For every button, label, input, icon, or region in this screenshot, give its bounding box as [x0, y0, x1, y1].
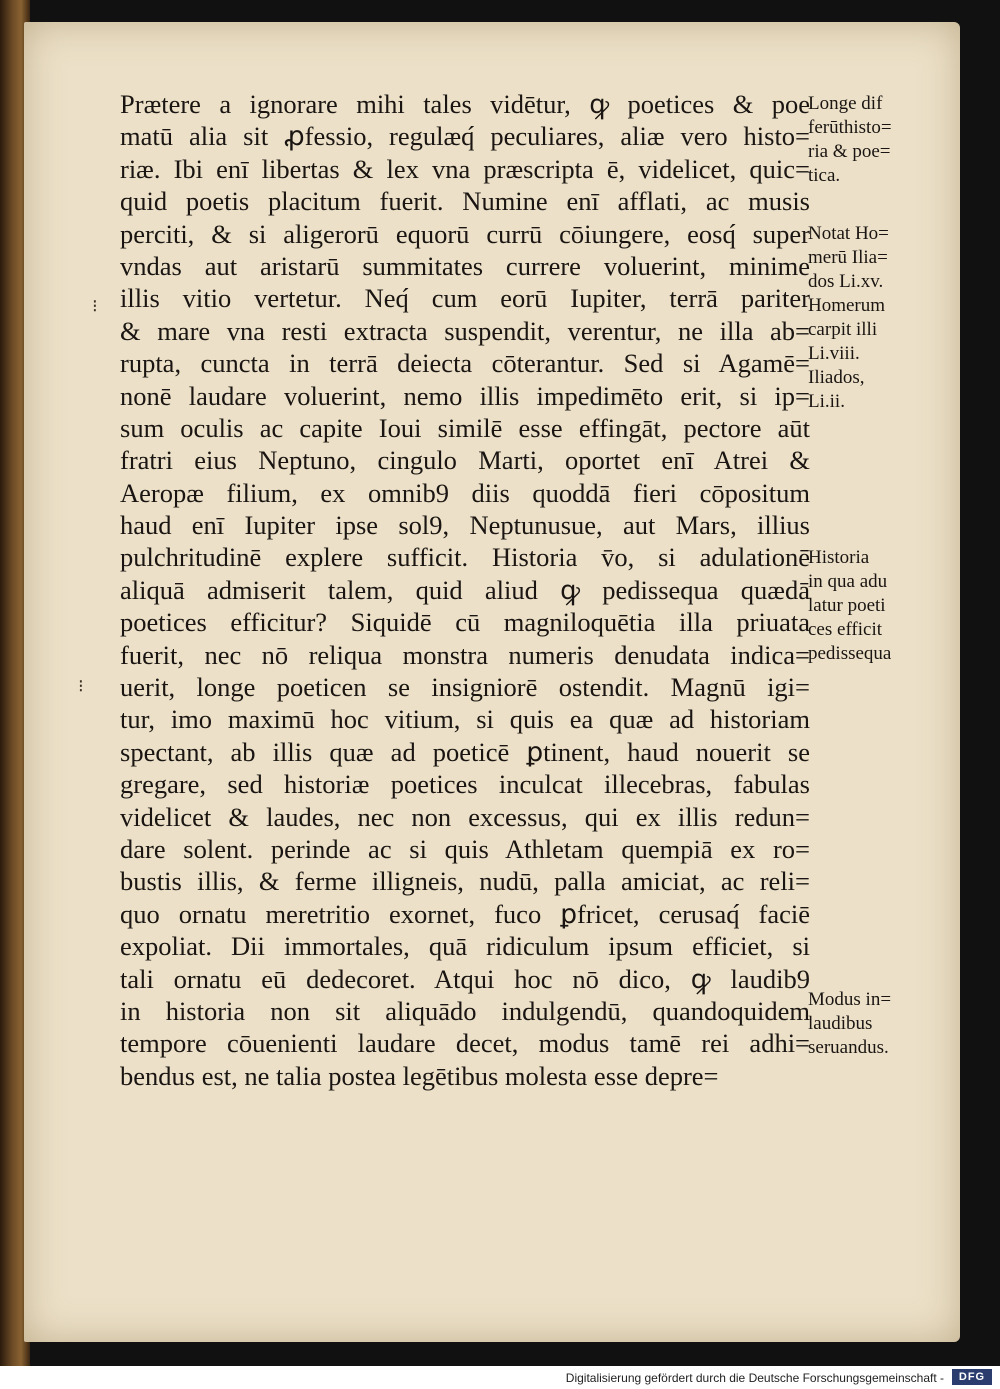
text-line: matū alia sit ꝓfessio, regulæq́ peculiares, aliæ vero histo=: [120, 121, 810, 152]
marginal-note-line: in qua adu: [808, 571, 888, 592]
text-line: gregare, sed historiæ poetices inculcat illecebras, fabulas: [120, 769, 810, 800]
marginal-note-notat-homerum: [808, 222, 920, 414]
marginal-note-line: Notat Ho=: [808, 223, 889, 244]
marginal-note-line: Longe dif: [808, 93, 883, 114]
text-line: vndas aut aristarū summitates currere voluerint, minime: [120, 250, 810, 281]
text-line: quid poetis placitum fuerit. Numine enī afflati, ac musis: [120, 186, 810, 217]
marginal-note-line: Li.viii.: [808, 343, 860, 364]
marginal-note-line: Historia: [808, 547, 870, 568]
text-line: tur, imo maximū hoc vitium, si quis ea quæ ad historiam: [120, 704, 810, 735]
marginal-note-line: pedissequa: [808, 643, 892, 664]
marginal-note-line: ria & poe=: [808, 141, 891, 162]
text-line: fuerit, nec nō reliqua monstra numeris denudata indica=: [120, 639, 810, 670]
text-line: dare solent. perinde ac si quis Athletam quempiā ex ro=: [120, 833, 810, 864]
text-line: perciti, & si aligerorū equorū currū cōiungere, eosq́ super: [120, 218, 810, 249]
margin-mark: ⁝: [92, 296, 98, 316]
text-line: bendus est, ne talia postea legētibus molesta esse depre=: [120, 1060, 719, 1091]
text-line: & mare vna resti extracta suspendit, verentur, ne illa ab=: [120, 315, 810, 346]
text-line: Aeropæ filium, ex omnib9 diis quoddā fieri cōpositum: [120, 477, 810, 508]
text-line: fratri eius Neptuno, cingulo Marti, oportet enī Atrei &: [120, 445, 810, 476]
text-line: spectant, ab illis quæ ad poeticē ꝑtinent, haud nouerit se: [120, 736, 810, 767]
text-line: uerit, longe poeticen se insigniorē ostendit. Magnū igi=: [120, 672, 810, 703]
text-line: rupta, cuncta in terrā deiecta cōterantur. Sed si Agamē=: [120, 348, 810, 379]
text-line: Prætere a ignorare mihi tales vidētur, ꝙ poetices & poe: [120, 89, 810, 119]
marginal-note-line: Homerum: [808, 295, 886, 316]
marginal-note-line: merū Ilia=: [808, 247, 888, 268]
marginal-note-line: ces efficit: [808, 619, 883, 640]
marginal-note-line: carpit illi: [808, 319, 878, 340]
text-line: riæ. Ibi enī libertas & lex vna præscripta ē, videlicet, quic=: [120, 153, 810, 184]
funding-notice: Digitalisierung gefördert durch die Deutsche Forschungsgemeinschaft -: [565, 1371, 944, 1385]
text-line: quo ornatu meretritio exornet, fuco ꝑfricet, cerusaq́ faciē: [120, 898, 810, 929]
text-line: poetices efficitur? Siquidē cū magniloquētia illa priuata: [120, 607, 810, 638]
marginal-note-line: dos Li.xv.: [808, 271, 884, 292]
text-line: videlicet & laudes, nec non excessus, qui ex illis redun=: [120, 801, 810, 832]
dfg-logo: DFG: [952, 1369, 992, 1385]
text-line: sum oculis ac capite Ioui similē esse effingāt, pectore aūt: [120, 412, 810, 443]
text-line: nonē laudare voluerint, nemo illis impedimēto erit, si ip=: [120, 380, 810, 411]
text-line: aliquā admiserit talem, quid aliud ꝙ pedissequa quædā: [120, 574, 810, 605]
text-line: expoliat. Dii immortales, quā ridiculum ipsum efficiet, si: [120, 931, 810, 962]
text-line: tempore cōuenienti laudare decet, modus tamē rei adhi=: [120, 1028, 810, 1059]
marginal-note-historia: [808, 546, 920, 666]
marginal-note-line: laudibus: [808, 1013, 873, 1034]
marginal-note-modus: [808, 988, 920, 1060]
margin-mark: ⁝: [78, 676, 84, 696]
text-line: pulchritudinē explere sufficit. Historia v̄o, si adulationē: [120, 542, 810, 573]
main-text-block: [120, 88, 810, 1092]
marginal-note-line: Li.ii.: [808, 391, 845, 412]
marginal-note-longe-differunt: [808, 92, 920, 188]
marginal-note-line: seruandus.: [808, 1037, 889, 1058]
text-line: tali ornatu eū dedecoret. Atqui hoc nō dico, ꝙ laudib9: [120, 963, 810, 994]
marginal-note-line: Modus in=: [808, 989, 892, 1010]
text-line: bustis illis, & ferme illigneis, nudū, palla amiciat, ac reli=: [120, 866, 810, 897]
marginal-note-line: ferūthisto=: [808, 117, 892, 138]
text-line: haud enī Iupiter ipse sol9, Neptunusue, aut Mars, illius: [120, 510, 810, 541]
footer-bar: [0, 1366, 1000, 1389]
marginal-note-line: tica.: [808, 165, 841, 186]
marginal-note-line: latur poeti: [808, 595, 886, 616]
text-line: illis vitio vertetur. Neq́ cum eorū Iupiter, terrā pariter: [120, 283, 810, 314]
text-line: in historia non sit aliquādo indulgendū, quandoquidem: [120, 995, 810, 1026]
marginal-note-line: Iliados,: [808, 367, 865, 388]
